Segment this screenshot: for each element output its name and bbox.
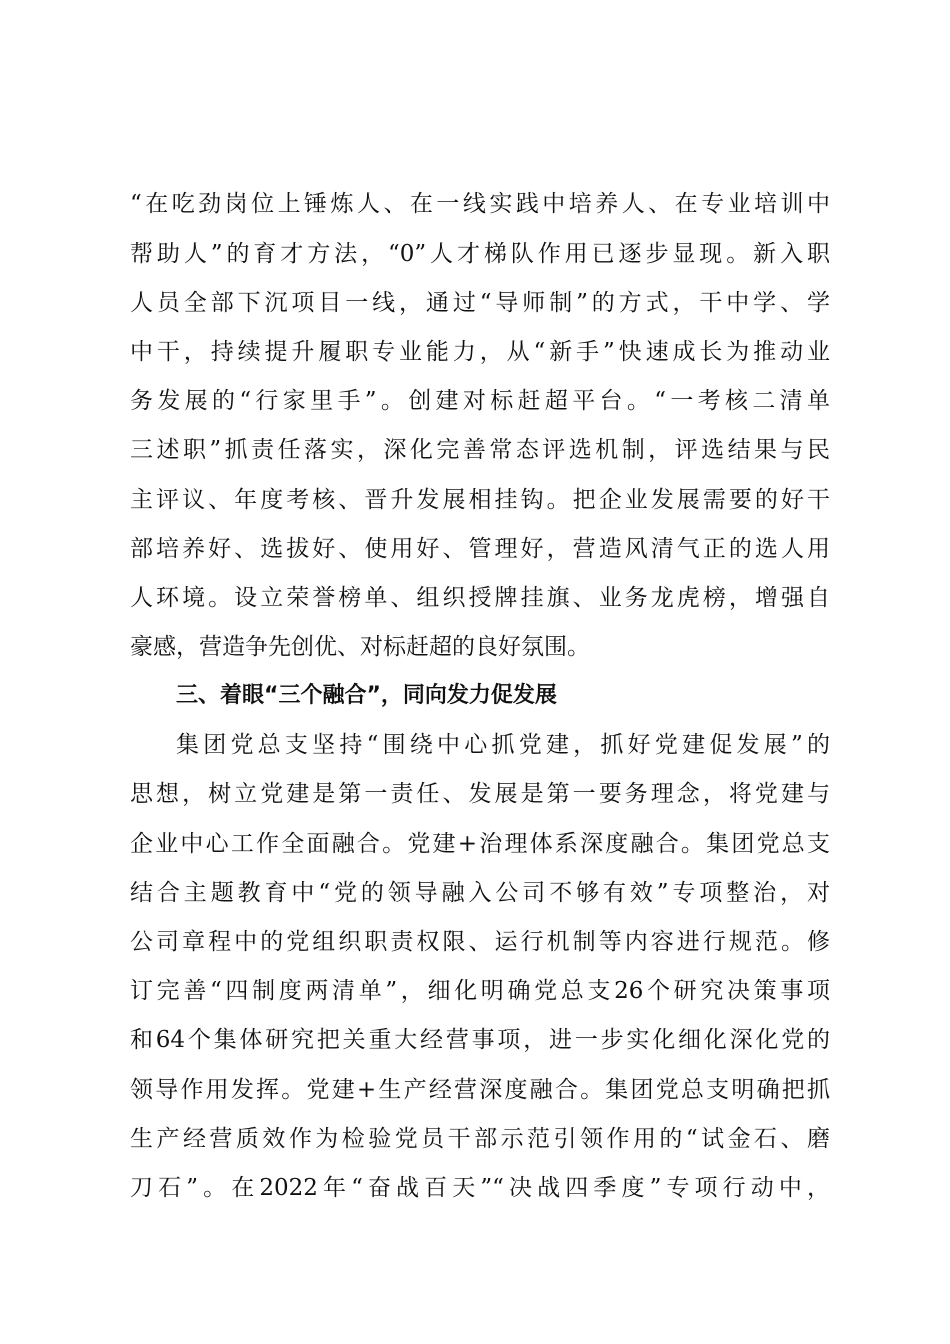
text-line: 公司章程中的党组织职责权限、运行机制等内容进行规范。修	[130, 929, 830, 955]
text-line: 思想，树立党建是第一责任、发展是第一要务理念，将党建与	[130, 781, 830, 807]
text-line: 领导作用发挥。党建+生产经营深度融合。集团党总支明确把抓	[130, 1077, 830, 1103]
text-line: 部培养好、选拔好、使用好、管理好，营造风清气正的选人用	[130, 536, 830, 562]
text-line: 人员全部下沉项目一线，通过“导师制”的方式，干中学、学	[130, 290, 830, 316]
text-line: 帮助人”的育才方法，“0”人才梯队作用已逐步显现。新入职	[130, 241, 830, 267]
text-line: 订完善“四制度两清单”，细化明确党总支26个研究决策事项	[130, 978, 830, 1004]
text-line: 三述职”抓责任落实，深化完善常态评选机制，评选结果与民	[130, 437, 830, 463]
text-line: 生产经营质效作为检验党员干部示范引领作用的“试金石、磨	[130, 1126, 830, 1152]
text-line: 刀石”。在2022年“奋战百天”“决战四季度”专项行动中，	[130, 1175, 830, 1201]
text-line: 豪感，营造争先创优、对标赶超的良好氛围。	[130, 634, 590, 660]
text-line: 企业中心工作全面融合。党建+治理体系深度融合。集团党总支	[130, 831, 830, 857]
text-line: 中干，持续提升履职专业能力，从“新手”快速成长为推动业	[130, 339, 830, 365]
text-line: 结合主题教育中“党的领导融入公司不够有效”专项整治，对	[130, 880, 830, 906]
text-line: 集团党总支坚持“围绕中心抓党建，抓好党建促发展”的	[176, 732, 830, 758]
text-line: “在吃劲岗位上锤炼人、在一线实践中培养人、在专业培训中	[130, 191, 830, 217]
text-line: 主评议、年度考核、晋升发展相挂钩。把企业发展需要的好干	[130, 487, 830, 513]
text-line: 务发展的“行家里手”。创建对标赶超平台。“一考核二清单	[130, 388, 830, 414]
section-heading: 三、着眼“三个融合”，同向发力促发展	[176, 683, 557, 708]
text-line: 和64个集体研究把关重大经营事项，进一步实化细化深化党的	[130, 1027, 830, 1053]
text-line: 人环境。设立荣誉榜单、组织授牌挂旗、业务龙虎榜，增强自	[130, 585, 830, 611]
